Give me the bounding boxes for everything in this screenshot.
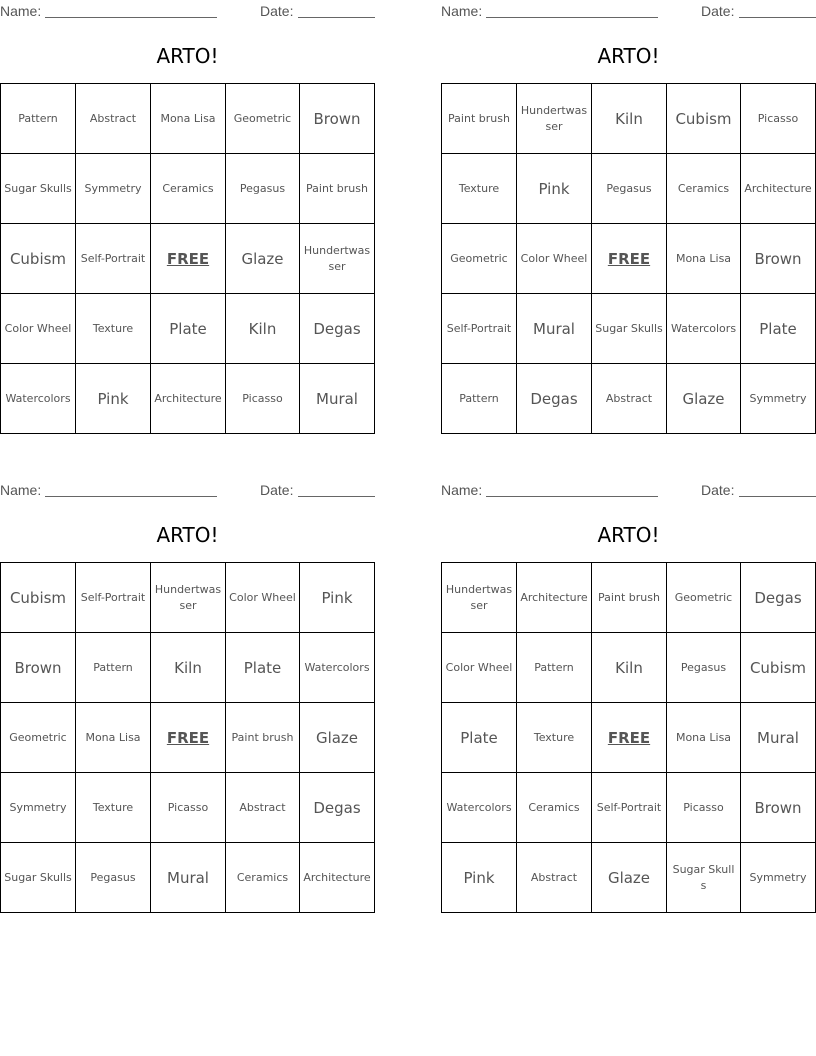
bingo-cell: Symmetry — [1, 773, 76, 843]
bingo-cell: Brown — [741, 773, 816, 843]
bingo-cell: Mona Lisa — [151, 84, 226, 154]
date-label: Date: — [701, 3, 735, 19]
name-field-line — [45, 17, 217, 18]
bingo-cell: Abstract — [226, 773, 300, 843]
name-field-line — [486, 496, 658, 497]
bingo-cell: Symmetry — [76, 154, 151, 224]
name-label: Name: — [0, 3, 42, 19]
bingo-cell: Pink — [300, 563, 375, 633]
bingo-cell: Glaze — [226, 224, 300, 294]
bingo-cell: Plate — [442, 703, 517, 773]
bingo-cell: Pattern — [1, 84, 76, 154]
bingo-cell: Picasso — [226, 364, 300, 434]
bingo-cell: Hundertwasser — [442, 563, 517, 633]
date-field-line — [298, 496, 375, 497]
date-field-line — [739, 17, 816, 18]
card-title: ARTO! — [156, 44, 219, 68]
bingo-cell: Pattern — [76, 633, 151, 703]
bingo-cell: Watercolors — [442, 773, 517, 843]
bingo-cell: Pink — [517, 154, 592, 224]
bingo-cell: Cubism — [1, 224, 76, 294]
bingo-cell: Symmetry — [741, 364, 816, 434]
card-title: ARTO! — [156, 523, 219, 547]
bingo-cell: Paint brush — [226, 703, 300, 773]
bingo-cell: Mural — [151, 843, 226, 913]
card-header — [441, 479, 816, 501]
bingo-card-3 — [0, 479, 375, 914]
bingo-cell: Kiln — [151, 633, 226, 703]
bingo-cell: Cubism — [1, 563, 76, 633]
bingo-cell: Hundertwasser — [151, 563, 226, 633]
bingo-card-2 — [441, 0, 816, 435]
bingo-cell: Mona Lisa — [667, 224, 741, 294]
date-label: Date: — [260, 3, 294, 19]
bingo-cell: Pegasus — [226, 154, 300, 224]
bingo-cell: Plate — [151, 294, 226, 364]
bingo-cell: Color Wheel — [226, 563, 300, 633]
bingo-cell: Mural — [741, 703, 816, 773]
bingo-cell: Hundertwasser — [300, 224, 375, 294]
bingo-cell: Mona Lisa — [76, 703, 151, 773]
bingo-grid — [0, 562, 375, 913]
bingo-cell: Kiln — [226, 294, 300, 364]
card-title: ARTO! — [597, 44, 660, 68]
bingo-cell: Mona Lisa — [667, 703, 741, 773]
bingo-cell: Paint brush — [300, 154, 375, 224]
bingo-cell: Paint brush — [442, 84, 517, 154]
bingo-cell: Color Wheel — [1, 294, 76, 364]
bingo-grid — [0, 83, 375, 434]
bingo-cell: Texture — [76, 773, 151, 843]
bingo-card-4 — [441, 479, 816, 914]
free-space: FREE — [151, 703, 226, 773]
bingo-cell: Kiln — [592, 633, 667, 703]
bingo-cell: Sugar Skulls — [592, 294, 667, 364]
bingo-cell: Self-Portrait — [76, 563, 151, 633]
bingo-cell: Pink — [442, 843, 517, 913]
bingo-cell: Pattern — [442, 364, 517, 434]
card-header — [0, 0, 375, 22]
bingo-cell: Brown — [1, 633, 76, 703]
bingo-cell: Mural — [517, 294, 592, 364]
name-label: Name: — [441, 482, 483, 498]
bingo-cell: Ceramics — [517, 773, 592, 843]
bingo-cell: Plate — [226, 633, 300, 703]
bingo-cell: Cubism — [667, 84, 741, 154]
bingo-cell: Paint brush — [592, 563, 667, 633]
bingo-cell: Ceramics — [226, 843, 300, 913]
bingo-cell: Texture — [517, 703, 592, 773]
card-header — [0, 479, 375, 501]
bingo-cell: Sugar Skulls — [1, 154, 76, 224]
bingo-cell: Hundertwasser — [517, 84, 592, 154]
bingo-cell: Color Wheel — [442, 633, 517, 703]
bingo-cell: Abstract — [76, 84, 151, 154]
bingo-cell: Ceramics — [151, 154, 226, 224]
bingo-cell: Glaze — [667, 364, 741, 434]
bingo-cell: Architecture — [741, 154, 816, 224]
bingo-grid — [441, 562, 816, 913]
name-label: Name: — [0, 482, 42, 498]
bingo-cell: Watercolors — [1, 364, 76, 434]
bingo-cell: Watercolors — [667, 294, 741, 364]
free-space: FREE — [592, 224, 667, 294]
bingo-cell: Geometric — [226, 84, 300, 154]
free-space: FREE — [592, 703, 667, 773]
name-label: Name: — [441, 3, 483, 19]
bingo-cell: Kiln — [592, 84, 667, 154]
name-field-line — [45, 496, 217, 497]
bingo-cell: Pattern — [517, 633, 592, 703]
bingo-cell: Cubism — [741, 633, 816, 703]
bingo-cell: Abstract — [517, 843, 592, 913]
card-title: ARTO! — [597, 523, 660, 547]
bingo-cell: Geometric — [1, 703, 76, 773]
bingo-cell: Symmetry — [741, 843, 816, 913]
bingo-cell: Geometric — [442, 224, 517, 294]
bingo-cell: Self-Portrait — [76, 224, 151, 294]
bingo-cell: Degas — [300, 294, 375, 364]
bingo-cell: Self-Portrait — [592, 773, 667, 843]
bingo-cell: Ceramics — [667, 154, 741, 224]
date-field-line — [739, 496, 816, 497]
bingo-cell: Watercolors — [300, 633, 375, 703]
bingo-cell: Picasso — [151, 773, 226, 843]
bingo-cell: Degas — [741, 563, 816, 633]
bingo-cell: Pegasus — [592, 154, 667, 224]
bingo-cell: Color Wheel — [517, 224, 592, 294]
bingo-cell: Pegasus — [667, 633, 741, 703]
bingo-cell: Degas — [300, 773, 375, 843]
bingo-cell: Brown — [300, 84, 375, 154]
bingo-cell: Geometric — [667, 563, 741, 633]
card-header — [441, 0, 816, 22]
date-field-line — [298, 17, 375, 18]
free-space: FREE — [151, 224, 226, 294]
bingo-cell: Architecture — [151, 364, 226, 434]
bingo-cell: Glaze — [300, 703, 375, 773]
bingo-cell: Sugar Skulls — [667, 843, 741, 913]
bingo-cell: Plate — [741, 294, 816, 364]
bingo-cell: Pegasus — [76, 843, 151, 913]
bingo-cell: Glaze — [592, 843, 667, 913]
bingo-cell: Brown — [741, 224, 816, 294]
date-label: Date: — [701, 482, 735, 498]
bingo-cell: Pink — [76, 364, 151, 434]
date-label: Date: — [260, 482, 294, 498]
bingo-cell: Abstract — [592, 364, 667, 434]
bingo-cell: Texture — [442, 154, 517, 224]
bingo-grid — [441, 83, 816, 434]
bingo-cell: Architecture — [300, 843, 375, 913]
bingo-card-1 — [0, 0, 375, 435]
bingo-cell: Mural — [300, 364, 375, 434]
bingo-cell: Architecture — [517, 563, 592, 633]
bingo-cell: Picasso — [667, 773, 741, 843]
bingo-cell: Picasso — [741, 84, 816, 154]
bingo-cell: Texture — [76, 294, 151, 364]
bingo-cell: Self-Portrait — [442, 294, 517, 364]
name-field-line — [486, 17, 658, 18]
bingo-cell: Sugar Skulls — [1, 843, 76, 913]
bingo-cell: Degas — [517, 364, 592, 434]
